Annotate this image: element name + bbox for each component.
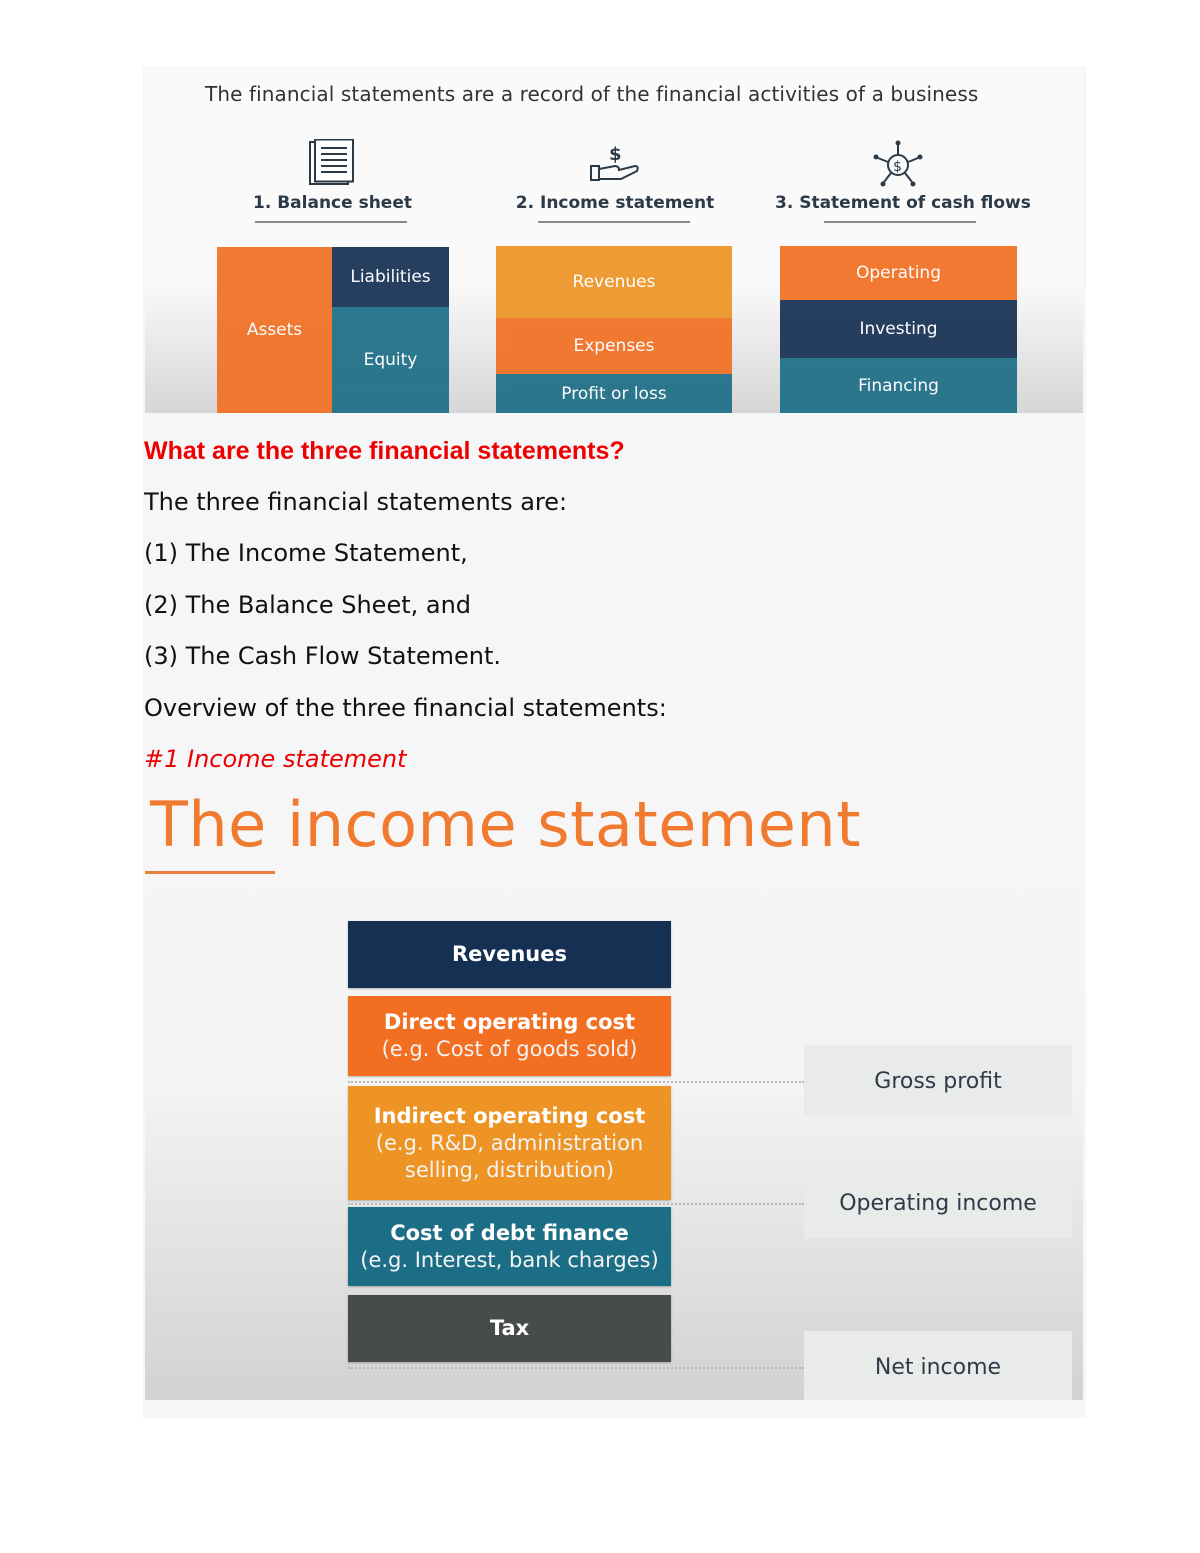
list-item: (3) The Cash Flow Statement.	[144, 642, 502, 670]
category-underline	[538, 221, 690, 223]
question-heading: What are the three financial statements?	[144, 437, 625, 465]
tax-layer	[348, 1295, 671, 1362]
overview-text: Overview of the three financial statements:	[144, 694, 667, 722]
revenues-layer	[348, 921, 671, 988]
gross-profit-box: Gross profit	[804, 1045, 1072, 1117]
category-underline	[255, 221, 407, 223]
layer-detail: (e.g. Cost of goods sold)	[381, 1037, 638, 1061]
category-label-cash-flows: 3. Statement of cash flows	[775, 193, 1031, 213]
direct-operating-cost-layer	[348, 996, 671, 1076]
layer-detail: selling, distribution)	[404, 1157, 615, 1182]
cost-of-debt-finance-layer	[348, 1207, 671, 1286]
category-label-balance-sheet: 1. Balance sheet	[253, 193, 412, 213]
operating-income-box: Operating income	[804, 1167, 1072, 1239]
category-underline	[824, 221, 976, 223]
layer-detail: (e.g. Interest, bank charges)	[360, 1247, 659, 1272]
net-income-connector	[348, 1367, 804, 1369]
net-income-box: Net income	[804, 1331, 1072, 1400]
list-item: (1) The Income Statement,	[144, 539, 468, 567]
operating-block: Operating	[780, 246, 1017, 300]
equity-block: Equity	[332, 307, 449, 413]
layer-title: Indirect operating cost	[373, 1103, 646, 1128]
list-item: (2) The Balance Sheet, and	[144, 591, 472, 619]
layer-title: Direct operating cost	[383, 1010, 636, 1034]
financial-statements-figure	[145, 66, 1083, 413]
indirect-operating-cost-layer	[348, 1086, 671, 1200]
layer-title: Revenues	[452, 942, 567, 966]
liabilities-block: Liabilities	[332, 247, 449, 307]
figure-caption: The financial statements are a record of the financial activities of a business	[205, 82, 979, 106]
dollar-network-icon	[872, 140, 924, 188]
layer-detail: (e.g. R&D, administration	[375, 1130, 644, 1155]
layer-title: Cost of debt finance	[390, 1220, 629, 1245]
layer-title: Tax	[489, 1316, 530, 1340]
svg-text:$: $	[893, 159, 902, 175]
category-label-income-statement: 2. Income statement	[515, 193, 715, 213]
operating-income-connector	[348, 1203, 804, 1205]
svg-text:$: $	[609, 144, 622, 165]
investing-block: Investing	[780, 300, 1017, 358]
title-underline	[145, 871, 275, 874]
hand-dollar-icon	[589, 142, 641, 186]
figure-title: The income statement	[150, 792, 862, 861]
income-statement-figure	[145, 792, 1083, 1400]
document-icon	[307, 139, 357, 187]
section-heading: #1 Income statement	[144, 745, 407, 773]
revenues-block: Revenues	[496, 246, 732, 318]
gross-profit-connector	[348, 1081, 804, 1083]
assets-block: Assets	[217, 247, 332, 413]
expenses-block: Expenses	[496, 318, 732, 374]
profit-or-loss-block: Profit or loss	[496, 374, 732, 413]
financing-block: Financing	[780, 358, 1017, 413]
intro-text: The three financial statements are:	[144, 488, 568, 516]
